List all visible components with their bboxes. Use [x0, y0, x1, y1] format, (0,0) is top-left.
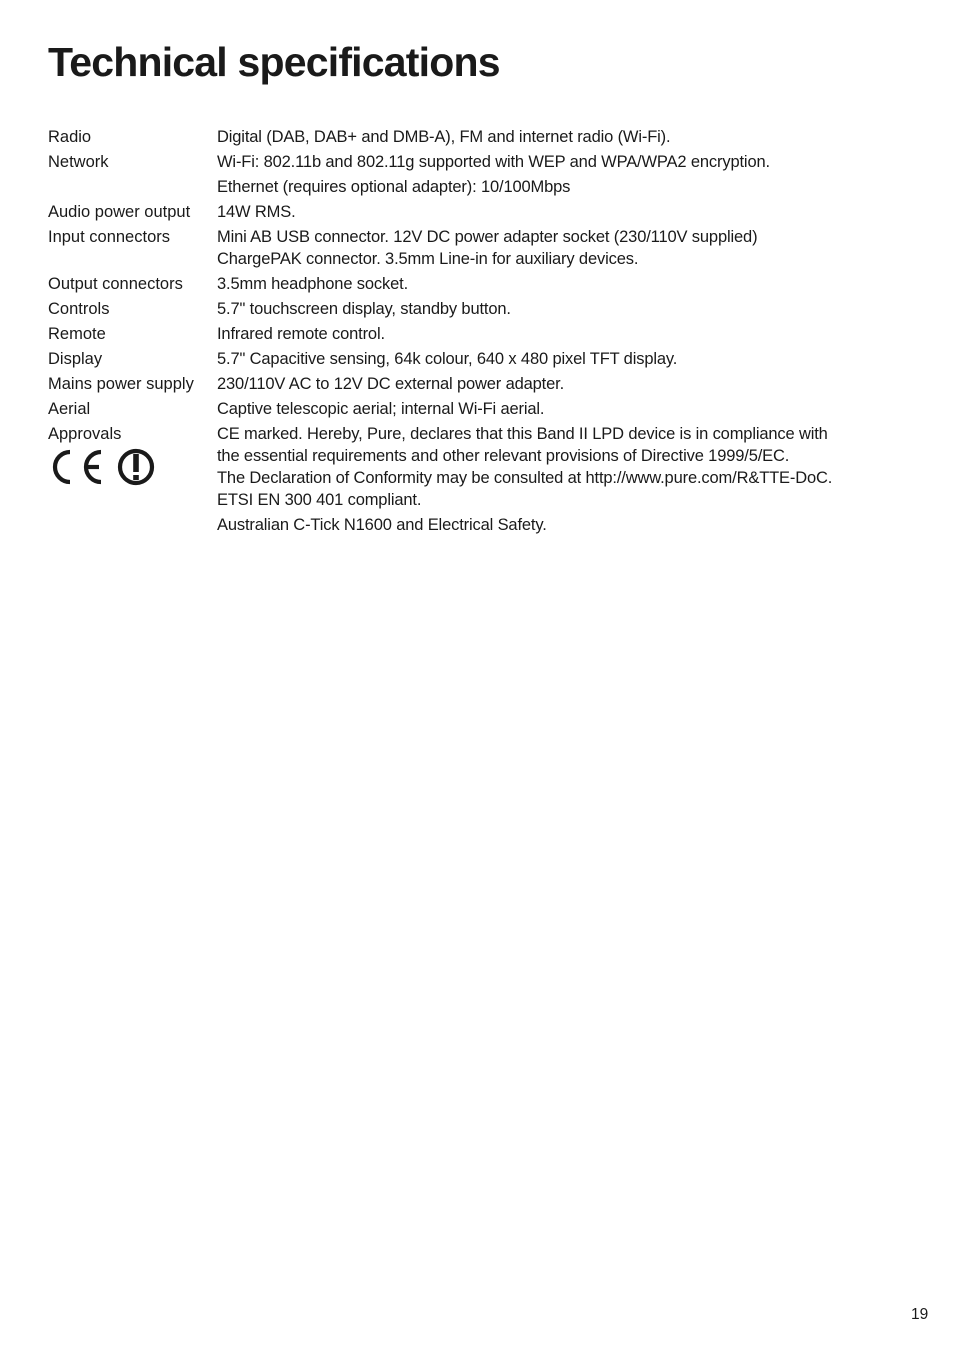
spec-row-radio	[48, 126, 908, 148]
spec-value-audio-power: 14W RMS.	[217, 203, 296, 221]
specifications-table	[48, 126, 908, 536]
spec-value-output-connectors: 3.5mm headphone socket.	[217, 275, 409, 293]
spec-label-remote: Remote	[48, 325, 106, 343]
spec-value-approvals-1: CE marked. Hereby, Pure, declares that this Band II LPD device is in compliance with	[217, 425, 828, 443]
spec-row-approvals	[48, 423, 908, 511]
spec-value-approvals-2: the essential requirements and other relevant provisions of Directive 1999/5/EC.	[217, 447, 790, 465]
spec-row-network	[48, 151, 908, 173]
spec-label-input-connectors: Input connectors	[48, 228, 170, 246]
spec-row-input-connectors	[48, 226, 908, 270]
spec-row-aerial	[48, 398, 908, 420]
spec-value-display: 5.7" Capacitive sensing, 64k colour, 640 x 480 pixel TFT display.	[217, 350, 678, 368]
spec-value-radio: Digital (DAB, DAB+ and DMB-A), FM and internet radio (Wi-Fi).	[217, 128, 671, 146]
spec-value-remote: Infrared remote control.	[217, 325, 385, 343]
approval-logos	[48, 447, 159, 487]
spec-value-network-ethernet: Ethernet (requires optional adapter): 10/100Mbps	[217, 178, 571, 196]
spec-row-australian-approval	[48, 514, 908, 536]
spec-row-display	[48, 348, 908, 370]
spec-label-audio-power: Audio power output	[48, 203, 191, 221]
spec-label-radio: Radio	[48, 128, 92, 146]
spec-value-input-connectors-2: ChargePAK connector. 3.5mm Line-in for auxiliary devices.	[217, 250, 639, 268]
spec-value-australian-approval: Australian C-Tick N1600 and Electrical Safety.	[217, 516, 547, 534]
spec-row-audio-power	[48, 201, 908, 223]
spec-value-network-wifi: Wi-Fi: 802.11b and 802.11g supported with WEP and WPA/WPA2 encryption.	[217, 153, 770, 171]
spec-label-controls: Controls	[48, 300, 110, 318]
spec-label-aerial: Aerial	[48, 400, 91, 418]
spec-label-mains-power: Mains power supply	[48, 375, 194, 393]
spec-value-input-connectors-1: Mini AB USB connector. 12V DC power adapter socket (230/110V supplied)	[217, 228, 758, 246]
spec-label-network: Network	[48, 153, 109, 171]
spec-label-display: Display	[48, 350, 103, 368]
spec-row-mains-power	[48, 373, 908, 395]
spec-value-aerial: Captive telescopic aerial; internal Wi-Fi aerial.	[217, 400, 545, 418]
spec-row-controls	[48, 298, 908, 320]
spec-value-approvals-3: The Declaration of Conformity may be consulted at http://www.pure.com/R&TTE-DoC.	[217, 469, 833, 487]
spec-row-output-connectors	[48, 273, 908, 295]
page-number: 19	[911, 1306, 929, 1323]
spec-label-approvals: Approvals	[48, 425, 122, 443]
spec-label-output-connectors: Output connectors	[48, 275, 183, 293]
spec-value-mains-power: 230/110V AC to 12V DC external power adapter.	[217, 375, 565, 393]
spec-value-controls: 5.7" touchscreen display, standby button.	[217, 300, 511, 318]
spec-value-approvals-4: ETSI EN 300 401 compliant.	[217, 491, 422, 509]
spec-row-remote	[48, 323, 908, 345]
spec-row-network-ethernet	[48, 176, 908, 198]
page-title: Technical specifications	[48, 39, 500, 85]
ce-mark-icon	[48, 447, 106, 487]
class-2-alert-icon	[115, 447, 159, 487]
